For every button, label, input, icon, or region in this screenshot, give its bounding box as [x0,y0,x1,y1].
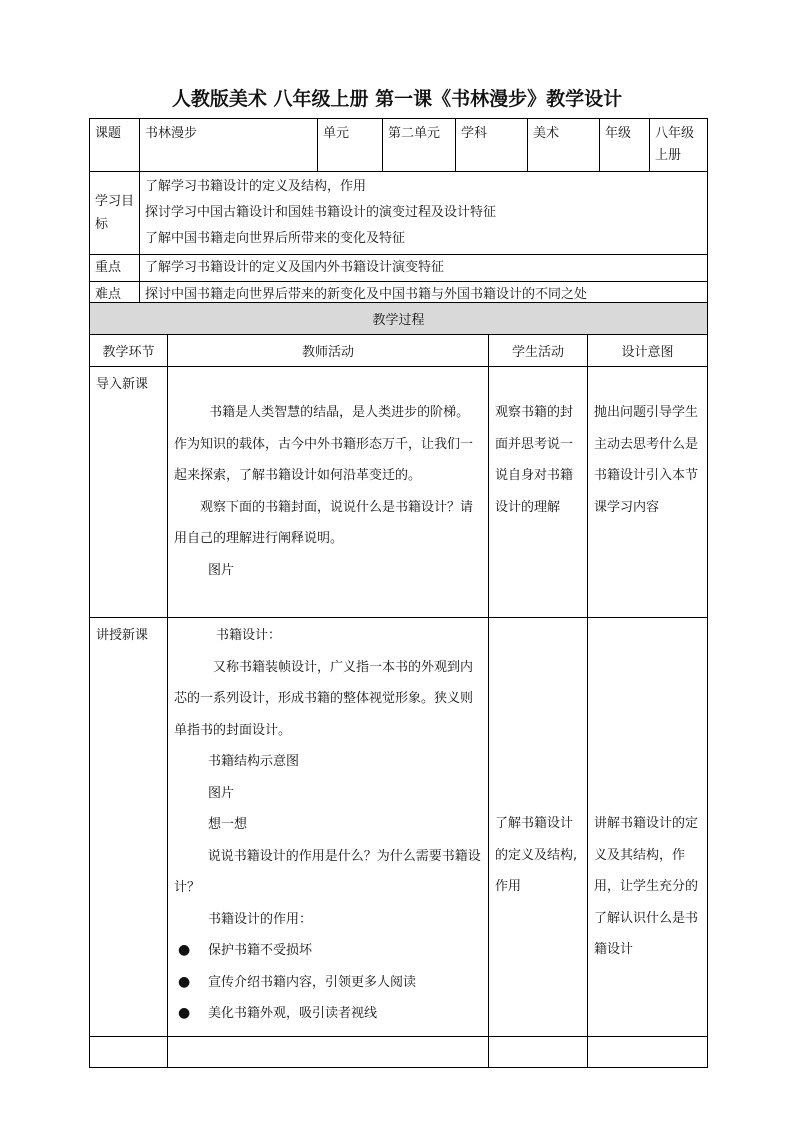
section-title: 教学过程 [90,303,708,335]
bullet-icon: ● [178,942,191,958]
subject-value: 美术 [528,119,600,172]
student-activity-new: 了解书籍设计的定义及结构,作用 [489,618,588,1037]
unit-label: 单元 [318,119,383,172]
col-header-intent: 设计意图 [588,335,708,367]
goal-item: 了解学习书籍设计的定义及结构，作用 [145,179,367,194]
goals-label: 学习目标 [90,172,140,255]
course-info-table [89,118,708,309]
list-item: ● 宣传介绍书籍内容，引领更多人阅读 [174,967,482,999]
topic-value: 书林漫步 [140,119,318,172]
empty-cell [588,1036,708,1067]
col-header-teacher: 教师活动 [168,335,489,367]
list-item: ● 保护书籍不受损坏 [174,935,482,967]
difficult-label: 难点 [90,282,140,309]
col-header-student: 学生活动 [489,335,588,367]
design-intent-intro: 抛出问题引导学生主动去思考什么是书籍设计引入本节课学习内容 [588,367,708,618]
design-intent-new: 讲解书籍设计的定义及其结构，作用，让学生充分的了解认识什么是书籍设计 [588,618,708,1037]
definition-paragraph: 又称书籍装帧设计，广义指一本书的外观到内芯的一系列设计，形成书籍的整体视觉形象。狭义则单指书的封面设计。 [174,659,474,738]
col-header-stage: 教学环节 [90,335,168,367]
stage-intro: 导入新课 [90,367,168,618]
table-row [90,1036,708,1067]
difficult-value: 探讨中国书籍走向世界后带来的新变化及中国书籍与外国书籍设计的不同之处 [140,282,708,309]
teaching-process-table [89,302,708,1068]
role-list [174,935,482,1030]
question-paragraph: 说说书籍设计的作用是什么？为什么需要书籍设计？ [174,848,481,895]
definition-heading: 书籍设计： [216,628,282,643]
grade-label: 年级 [600,119,650,172]
goal-item: 了解中国书籍走向世界后所带来的变化及特征 [145,231,406,246]
goal-item: 探讨学习中国古籍设计和国娃书籍设计的演变过程及设计特征 [145,205,497,220]
image-placeholder-label: 图片 [208,785,235,801]
key-value: 了解学习书籍设计的定义及国内外书籍设计演变特征 [140,255,708,282]
empty-cell [489,1036,588,1067]
grade-value: 八年级上册 [650,119,708,172]
observe-paragraph: 观察下面的书籍封面，说说什么是书籍设计？请用自己的理解进行阐释说明。 [174,499,474,546]
structure-diagram-label: 书籍结构示意图 [208,754,300,769]
role-heading: 书籍设计的作用： [208,911,313,927]
student-activity-intro: 观察书籍的封面并思考说一说自身对书籍设计的理解 [489,367,588,618]
unit-value: 第二单元 [383,119,456,172]
bullet-icon: ● [178,1005,191,1021]
empty-cell [168,1036,489,1067]
intro-paragraph: 书籍是人类智慧的结晶，是人类进步的阶梯。作为知识的载体，古今中外书籍形态万千，让我们一起来探索，了解书籍设计如何沿革变迁的。 [174,405,474,483]
table-row [90,367,708,618]
stage-new-lesson: 讲授新课 [90,618,168,1037]
bullet-icon: ● [178,973,191,990]
goals-cell [140,172,708,255]
page-title: 人教版美术 八年级上册 第一课《书林漫步》教学设计 [171,88,623,110]
key-label: 重点 [90,255,140,282]
teacher-activity-new [168,618,489,1037]
list-item: ● 美化书籍外观，吸引读者视线 [174,998,482,1030]
teacher-activity-intro [168,367,489,618]
topic-label: 课题 [90,119,140,172]
think-label: 想一想 [208,817,248,832]
subject-label: 学科 [456,119,528,172]
table-row [90,618,708,1037]
image-placeholder-label: 图片 [208,562,235,578]
empty-cell [90,1036,168,1067]
